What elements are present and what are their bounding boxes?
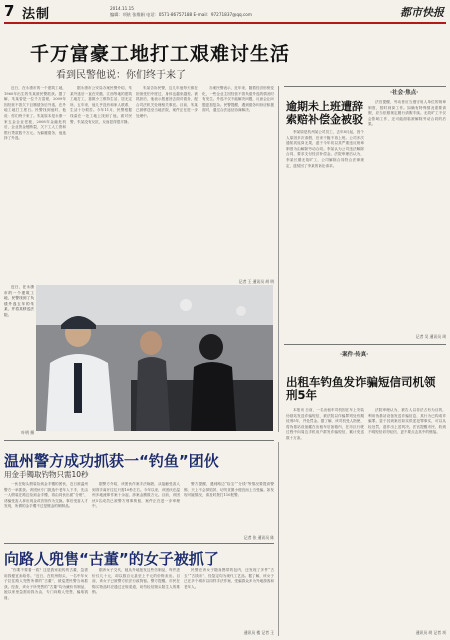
right-story2-headline: 出租车钓鱼发诈骗短信司机领刑5年 [286,375,436,402]
story2-subheadline: 用金手镯取钓物只需10秒 [4,470,89,479]
right-story-col1: 李某原是杭州某公司员工，去年8月起，因个人原因多次请假，后来干脆不再上班。公司多次通知其返岗无果，遂于今年初以其严重违反规章制度为由解除劳动合同。李某认为公司违法解除合同，要求支付经济补偿金。法院审理后认为，李某长期无故旷工，公司解除合同符合法律规定，遂驳回了李某的诉讼请求。 [286,130,364,168]
story2-col1: 一伙在街头假装捡到金手镯的团伙，近日被温州警方一举抓获。该团伙专门挑选中老年人下手，先由一人假装在路边捡到金手镯，再由同伙出面“分赃”，诱骗受害人拿出现金或首饰作为交换。事后受害人才发现，所谓的金手镯不过是镀金的铜制品。 [4,482,88,509]
right-story-tag: ·社会·焦点· [390,90,419,96]
top-story-col4: 办案民警表示，近年来，随着经济形势变化，一些企业主因经营不善负债外逃的情况时有发生。外逃不仅不能解决问题，反而会让问题更加复杂。民警提醒，遇到债务纠纷应积极面对，通过合法途径协商解决。 [202,86,274,113]
right-story-col2: 法官提醒，劳动者应当遵守用人单位的规章制度，按时到岗工作。如确有特殊情况需要请假，应当依照规定履行请假手续。无故旷工不仅会影响工作，还可能面临被解除劳动合同的后果。 [368,100,446,127]
officers-photo-illustration [36,285,273,431]
story2-col2: 据警方介绍，该团伙作案手法娴熟，从接触受害人到得手离开往往只需10秒左右。今年以来，该团伙在温州多地流窜作案十余起，涉案金额数万元。目前，该团伙5名成员已被警方刑事拘留，案件正在进一步审理中。 [92,482,180,509]
story3-headline: 向路人兜售“古董”的女子被抓了 [4,550,219,568]
right-story-rule [284,86,446,87]
top-story-byline: 记者 王 通讯员 胡 明 [238,279,274,284]
top-story-subheadline: 看到民警他说：你们终于来了 [56,70,186,81]
story3-byline: 通讯员 楼 记者 王 [243,630,274,635]
issue-date: 2014.11.15 [110,6,134,11]
story2-col3: 警方提醒，遇到路边“捡宝”“分钱”等情况要提高警惕，天上不会掉馅饼，切勿贪图小便宜而上当受骗。如发现可疑情况，请及时拨打110报警。 [184,482,274,498]
top-story-headline: 千万富豪工地打工艰难讨生活 [30,43,291,65]
right-story2-byline: 通讯员 胡 记者 项 [415,630,446,635]
right-story2-col2: 法院审理认为，被告人以非法占有为目的，利用伪基站设备发送诈骗信息，其行为已构成诈骗罪。鉴于其到案后如实供述犯罪事实，可以从轻处罚，遂作出上述判决。法官提醒市民，收到不明短信切勿轻信，更不要点击其中的链接。 [368,408,446,435]
story3-col2: 据该女子交代，她从外地批发这些仿制品，每件进价仅几十元，却以数百元甚至上千元的价格卖出。目前，该女子已被警方依法行政拘留。警方提醒，市民在购买物品时应通过正规渠道，切勿轻信街头陌生人的推销。 [92,568,180,595]
right-story2-col1: 本报讯 日前，一名出租车司机因在车上安装伪基站发送诈骗短信，被法院以诈骗罪判处有期徒刑5年，并处罚金。据了解，该司机受人指使，将伪基站设备藏在出租车后备箱内，在市区行驶过程中向周边手机用户群发诈骗短信，累计发送数十万条。 [286,408,364,440]
section-title: 法制 [22,7,51,22]
lower-column-divider [278,442,279,636]
paper-logo: 都市快报 [400,6,444,19]
top-story-col2: 据永康市公安局办案民警介绍，朱某外逃后一直在安徽、江西等地的建筑工地打工，靠做小工维持生活，居无定所。五年来，他几乎没有和家人联系，生活十分艰苦。今年11月，民警根据线索在一处工地上找到了他。面对民警，朱某没有反抗，反而显得很平静。 [70,86,132,124]
top-story-col3: 朱某告诉民警，这几年他每天都在担惊受怕中度过，身体也越来越差。被抓获后，他表示愿意回去面对债务，配合司法机关处理相关事宜。目前，朱某已被移送至当地法院，案件正在进一步处理中。 [136,86,198,118]
photo-caption: 近日，在永康市的一个建筑工地，民警找到了负债外逃五年的朱某，并将其移送法院。 [4,285,34,317]
right-story-byline: 记者 吴 通讯员 周 [415,334,446,339]
right-story2-rule [284,344,446,345]
photo-credit: 叶明 摄 [21,430,34,435]
editor-contact: 编辑：项炫 张维娟 电话：0571-86757188 E-mail：97271837@qq.com [110,11,252,17]
masthead-rule [4,22,446,24]
right-story-headline: 逾期未上班遭辞索赔补偿金被驳 [286,100,363,126]
top-story-col1: 近日，在永康市的一个建筑工地，1960年出生的朱某被民警抓获。据了解，朱某曾是一位千万富豪，2009年因经营不善欠下巨额债务后外逃，在外地工地打工度日。民警找到他时，他说：你们终于来了。朱某原本是永康一家五金企业老板，2008年金融危机后，企业资金链断裂，欠下工人工资和银行贷款数千万元。为躲避债务，他选择了外逃。 [4,86,66,141]
right-story2-tag: ·案件·传真· [340,352,369,358]
column-divider [278,86,279,432]
story2-byline: 记者 张 通讯员 陈 [243,535,274,540]
page-number: 7 [4,2,15,20]
story3-rule [4,543,274,544]
news-photo [36,285,273,431]
story2-rule [4,440,274,441]
story2-headline: 温州警方成功抓获一“钓鱼”团伙 [4,452,219,470]
story3-col1: “你要不要看一看？这是我家祖传的古董，急需用钱便宜卖给你。”近日，在杭州街头，一名中年女子拉住路人兜售所谓的“古董”，被巡逻民警当场抓获。经查，该女子所兜售的“古董”均为廉价仿制品，她以家里急需用钱为由，专门向路人兜售，骗取钱财。 [4,568,88,600]
story3-col3: 民警在该女子随身携带的包内，还发现了多件“古玉”“古钱币”，经鉴定均为现代工艺品。据了解，该女子已在多个城市以同样手法作案，受骗群众多为外地游客和老年人。 [184,568,274,589]
masthead-meta [110,6,252,17]
